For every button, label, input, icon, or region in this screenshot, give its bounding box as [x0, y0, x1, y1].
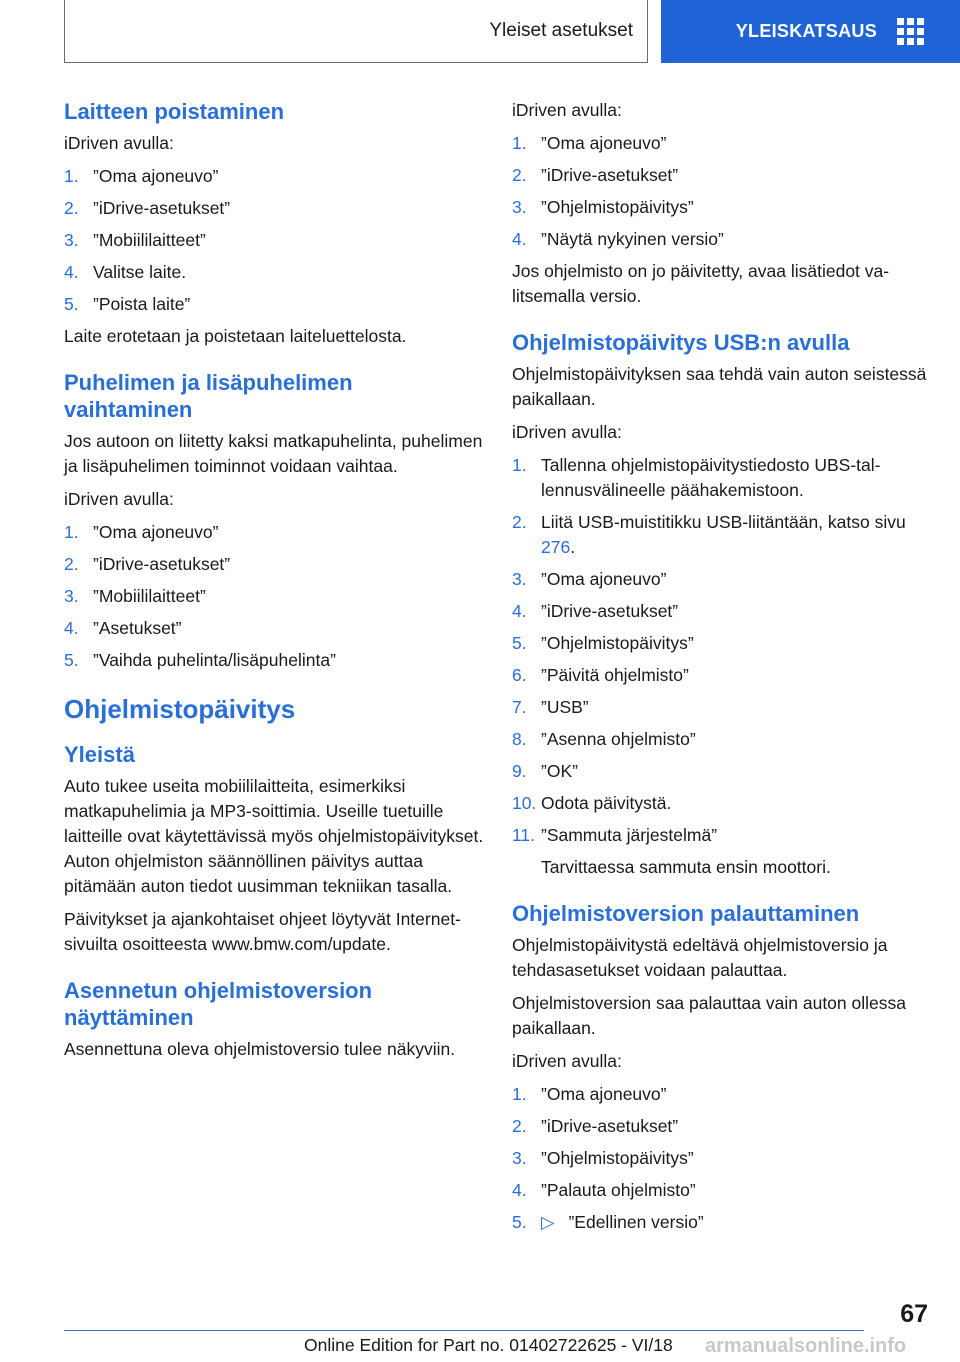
steps-list — [64, 164, 484, 317]
list-item: 2. Liitä USB-muistitikku USB-liitäntään, katso sivu 276. — [512, 512, 906, 557]
intro-text: iDriven avulla: — [64, 489, 174, 509]
header-chapter-title: YLEISKATSAUS — [735, 21, 877, 41]
list-item: 3. ”Ohjelmistopäivitys” — [512, 197, 694, 217]
intro-text: iDriven avulla: — [512, 422, 622, 442]
intro-text: iDriven avulla: — [64, 133, 174, 153]
list-item: 3. ”Ohjelmistopäivitys” — [512, 1148, 694, 1168]
header-section-box — [64, 0, 648, 63]
list-item: 1. ”Oma ajoneuvo” — [64, 166, 219, 186]
list-item: 8. ”Asenna ohjelmisto” — [512, 729, 696, 749]
list-item: 4. ”Asetukset” — [64, 618, 182, 638]
list-item: 4. ”iDrive-asetukset” — [512, 601, 679, 621]
steps-list — [64, 520, 484, 673]
list-item: 2. ”iDrive-asetukset” — [512, 165, 679, 185]
paragraph: Jos ohjelmisto on jo päivitetty, avaa lisätiedot valitsemalla versio. — [512, 261, 890, 306]
steps-list — [512, 1082, 930, 1235]
list-item: 2. ”iDrive-asetukset” — [64, 198, 231, 218]
grid-menu-icon[interactable] — [897, 18, 924, 45]
footer-edition: Online Edition for Part no. 01402722625 - VI/18 — [304, 1335, 673, 1355]
list-item: 6. ”Päivitä ohjelmisto” — [512, 665, 689, 685]
list-item: 4. ”Palauta ohjelmisto” — [512, 1180, 696, 1200]
paragraph: Laite erotetaan ja poistetaan laiteluettelosta. — [64, 326, 407, 346]
list-item: 11. ”Sammuta järjestelmä” — [512, 825, 718, 845]
list-item: 1. ”Oma ajoneuvo” — [512, 133, 667, 153]
paragraph: Ohjelmistopäivitystä edeltävä ohjelmistoversio ja tehdasasetukset voidaan palauttaa. — [512, 935, 888, 980]
heading-software-update: Ohjelmistopäivitys — [64, 694, 296, 724]
intro-text: iDriven avulla: — [512, 1051, 622, 1071]
list-item: 3. ”Oma ajoneuvo” — [512, 569, 667, 589]
steps-list — [512, 453, 930, 848]
list-item: 10. Odota päivitystä. — [512, 793, 672, 813]
list-item: 5. ”Vaihda puhelinta/lisäpuhelinta” — [64, 650, 336, 670]
list-item: 1. Tallenna ohjelmistopäivitystiedosto UBS-tallennusvälineelle päähakemistoon. — [512, 455, 881, 500]
paragraph: Jos autoon on liitetty kaksi matkapuhelinta, puhelimen ja lisäpuhelimen toiminnot voidaan vaihtaa. — [64, 431, 483, 476]
watermark: armanualsonline.info — [705, 1335, 907, 1357]
list-item: 2. ”iDrive-asetukset” — [512, 1116, 679, 1136]
heading-show-version: Asennetun ohjelmistoversion näyttäminen — [64, 978, 373, 1030]
paragraph: Päivitykset ja ajankohtaiset ohjeet löytyvät Internet-sivuilta osoitteesta www.bmw.com/update. — [64, 909, 461, 954]
list-item: 4. ”Näytä nykyinen versio” — [512, 229, 724, 249]
list-item: 1. ”Oma ajoneuvo” — [512, 1084, 667, 1104]
right-column — [512, 98, 930, 1242]
list-item: 9. ”OK” — [512, 761, 578, 781]
list-item: 7. ”USB” — [512, 697, 589, 717]
heading-usb-update: Ohjelmistopäivitys USB:n avulla — [512, 330, 850, 355]
paragraph: Asennettuna oleva ohjelmistoversio tulee näkyviin. — [64, 1039, 456, 1059]
triangle-marker-icon: ▷ — [541, 1212, 555, 1232]
list-item: 3. ”Mobiililaitteet” — [64, 586, 206, 606]
heading-restore-version: Ohjelmistoversion palauttaminen — [512, 901, 860, 926]
paragraph: Ohjelmistoversion saa palauttaa vain auton ollessa paikallaan. — [512, 993, 906, 1038]
list-item: 4. Valitse laite. — [64, 262, 187, 282]
list-item: 2. ”iDrive-asetukset” — [64, 554, 231, 574]
paragraph: Auto tukee useita mobiililaitteita, esimerkiksi matkapuhelimia ja MP3-soittimia. Useille tuetuille laitteille ovat käytettävissä myös ohjelmistopäivitykset. Auton ohjelmiston säännöllinen päivitys auttaa pitämään auton tiedot uusimman tekniikan tasalla. — [64, 776, 484, 896]
page-number: 67 — [900, 1300, 928, 1328]
list-item: 5. ”Poista laite” — [64, 294, 191, 314]
list-item: 1. ”Oma ajoneuvo” — [64, 522, 219, 542]
header-section-title: Yleiset asetukset — [489, 20, 633, 41]
list-item: 5. ▷ ”Edellinen versio” — [512, 1212, 704, 1232]
heading-device-removal: Laitteen poistaminen — [64, 99, 285, 124]
paragraph: Ohjelmistopäivityksen saa tehdä vain auton seistessä paikallaan. — [512, 364, 927, 409]
heading-phone-switch: Puhelimen ja lisäpuhelimen vaihtaminen — [64, 370, 353, 422]
footer-divider — [64, 1330, 864, 1331]
intro-text: iDriven avulla: — [512, 100, 622, 120]
steps-list — [512, 131, 930, 252]
header-chapter-tab[interactable] — [661, 0, 960, 63]
left-column — [64, 98, 484, 1070]
list-item: 5. ”Ohjelmistopäivitys” — [512, 633, 694, 653]
list-item: 3. ”Mobiililaitteet” — [64, 230, 206, 250]
page-reference-link[interactable]: 276 — [541, 537, 571, 557]
note-text: Tarvittaessa sammuta ensin moottori. — [541, 857, 831, 877]
heading-general: Yleistä — [64, 742, 135, 767]
